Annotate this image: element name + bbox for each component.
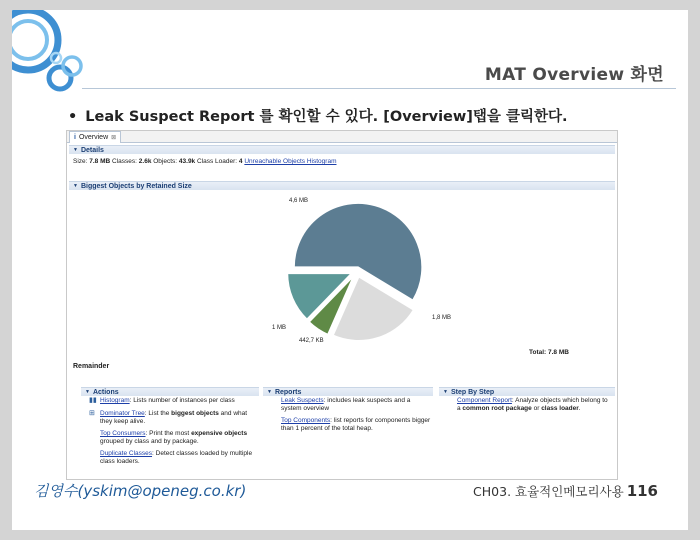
unreachable-histogram-link[interactable]: Unreachable Objects Histogram [244,158,337,165]
action-bold-text: expensive objects [191,430,248,437]
classes-label: Classes: [112,158,137,165]
action-text: : Detect classes loaded by multiple class loaders. [100,450,253,466]
step-bold-text: common root package [462,405,532,413]
duplicate-classes-icon [89,450,97,466]
size-value: 7.8 MB [89,158,111,165]
top-consumers-icon [89,430,97,446]
action-text: : Print the most [145,430,192,437]
slide-title: MAT Overview 화면 [484,65,664,85]
step-component-report [457,397,609,413]
histogram-icon: ▮▮ [89,397,97,404]
step-text: . [578,405,581,413]
circles-logo [12,10,112,110]
bullet-label: Leak Suspect Report 를 확인할 수 있다. [Overview]탭을 클릭한다. [85,109,568,125]
details-header-label: Details [80,146,104,154]
page-number: 116 [626,482,658,500]
footer-chapter [473,482,658,500]
slide [12,10,688,530]
remainder-label: Remainder [73,363,110,370]
steps-header-label: Step By Step [450,388,495,396]
collapse-triangle-icon: ▼ [267,389,272,395]
bullet-text [68,105,568,126]
action-text: : Lists number of instances per class [129,397,235,404]
leak-suspects-link[interactable]: Leak Suspects [281,397,324,404]
classes-value: 2.6k [138,158,152,165]
report-top-components [281,417,431,433]
class-loader-value: 4 [238,158,243,165]
biggest-objects-section-header[interactable] [69,181,615,190]
actions-list [89,397,257,471]
reports-section-header[interactable] [263,387,433,396]
step-bold-text: class loader [541,405,579,413]
histogram-link[interactable]: Histogram [100,397,130,404]
action-bold-text: biggest objects [171,409,219,417]
dominator-tree-link[interactable]: Dominator Tree [100,409,145,417]
action-histogram [89,397,257,406]
report-text: : list reports for components bigger than 1 percent of the total heap. [281,417,431,433]
objects-label: Objects: [153,158,178,165]
pie-label-1-8mb: 1,8 MB [432,315,452,321]
size-label: Size: [73,158,88,165]
details-summary [73,158,336,165]
collapse-triangle-icon: ▼ [85,389,90,395]
bullet-dot-icon: • [68,109,78,125]
report-text: : includes leak suspects and a system overview [281,397,411,413]
close-icon[interactable]: ⊠ [111,135,117,141]
mat-overview-screenshot [66,130,618,480]
action-duplicate-classes [89,450,257,466]
pie-label-4-6mb: 4,6 MB [289,198,309,204]
retained-size-pie-chart[interactable] [257,201,457,351]
action-text: grouped by class and by package. [100,438,199,446]
top-components-link[interactable]: Top Components [281,417,331,425]
total-size: Total: 7.8 MB [529,349,569,356]
pie-label-442kb: 442,7 KB [299,338,324,344]
tab-overview-label: Overview [78,134,109,141]
steps-section-header[interactable] [439,387,615,396]
info-icon: i [74,134,76,141]
dominator-tree-icon: ⊞ [89,409,95,417]
steps-list [457,397,609,417]
chapter-label: CH03. 효율적인메모리사용 [473,484,624,499]
author-signature: 김영수(yskim@openeg.co.kr) [34,482,247,500]
duplicate-classes-link[interactable]: Duplicate Classes [100,450,153,458]
step-text: or [531,405,542,413]
top-consumers-link[interactable]: Top Consumers [100,430,146,437]
actions-header-label: Actions [92,388,119,396]
collapse-triangle-icon: ▼ [73,183,78,189]
details-section-header[interactable] [69,145,615,154]
tab-overview[interactable] [69,131,121,143]
report-leak-suspects [281,397,431,413]
action-top-consumers [89,430,257,446]
reports-header-label: Reports [274,388,302,396]
collapse-triangle-icon: ▼ [443,389,448,395]
title-divider [82,88,676,89]
actions-section-header[interactable] [81,387,259,396]
component-report-link[interactable]: Component Report [457,397,512,404]
objects-value: 43.9k [178,158,196,165]
reports-list [281,397,431,438]
step-text: : Analyze objects which belong to a [457,397,608,413]
tab-bar [67,131,617,143]
collapse-triangle-icon: ▼ [73,147,78,153]
action-text: and what they keep alive. [100,409,248,425]
class-loader-label: Class Loader: [197,158,238,165]
pie-label-1mb: 1 MB [272,325,287,331]
action-text: : List the [144,409,172,417]
action-dominator-tree [89,410,257,426]
biggest-objects-header-label: Biggest Objects by Retained Size [80,182,192,190]
